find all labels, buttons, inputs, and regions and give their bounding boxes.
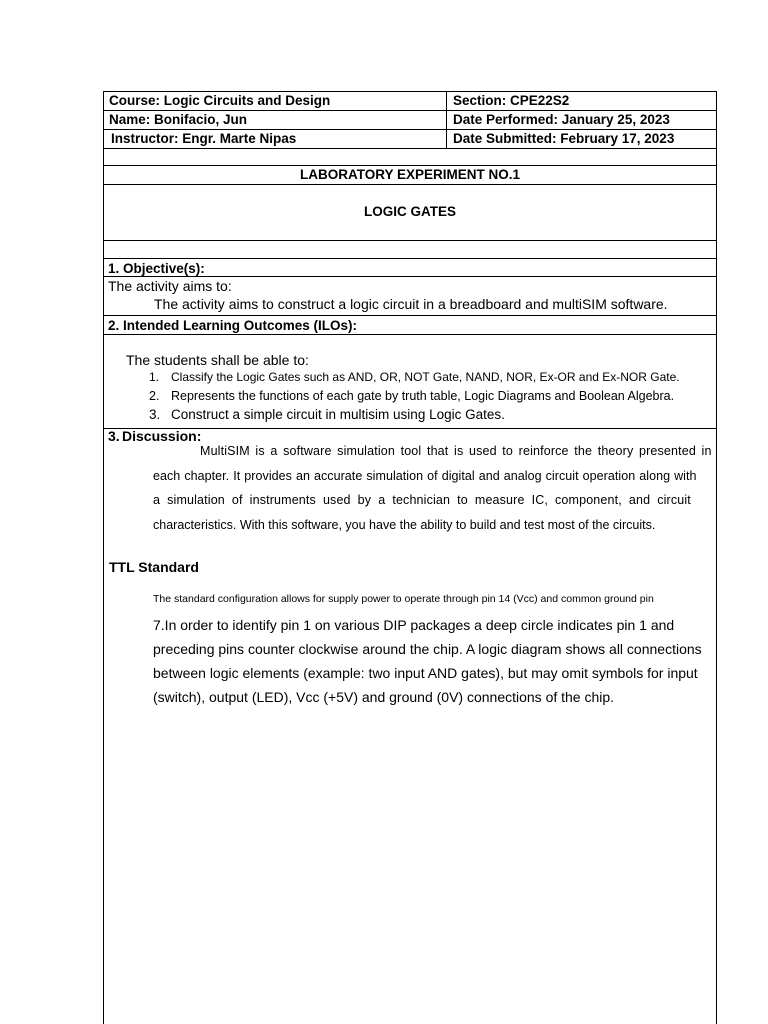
table-rule: [104, 129, 716, 130]
table-divider: [446, 91, 447, 148]
course-cell: Course: Logic Circuits and Design: [109, 93, 331, 108]
objective-heading: 1. Objective(s):: [108, 261, 205, 276]
table-rule: [104, 315, 716, 316]
ilo-item-text: Represents the functions of each gate by truth table, Logic Diagrams and Boolean Algebra.: [171, 389, 675, 403]
objective-text: The activity aims to construct a logic circuit in a breadboard and multiSIM software.: [154, 296, 668, 312]
table-rule: [104, 91, 716, 92]
ttl-line: (switch), output (LED), Vcc (+5V) and ground (0V) connections of the chip.: [153, 689, 615, 705]
table-rule: [104, 276, 716, 277]
ilo-intro: The students shall be able to:: [126, 352, 309, 368]
ttl-heading: TTL Standard: [109, 559, 199, 575]
discussion-line: MultiSIM is a software simulation tool that is used to reinforce the theory presented in: [200, 444, 712, 458]
experiment-number: LABORATORY EXPERIMENT NO.1: [299, 167, 521, 182]
ilo-heading: 2. Intended Learning Outcomes (ILOs):: [108, 318, 358, 333]
name-cell: Name: Bonifacio, Jun: [109, 112, 248, 127]
ttl-line: between logic elements (example: two input AND gates), but may omit symbols for input: [153, 665, 698, 681]
document-frame: [103, 91, 717, 1024]
experiment-title: LOGIC GATES: [363, 204, 456, 219]
discussion-heading-number: 3.: [108, 428, 120, 444]
ttl-line: preceding pins counter clockwise around the chip. A logic diagram shows all connections: [153, 641, 702, 657]
discussion-line: characteristics. With this software, you have the ability to build and test most of the circuits.: [153, 518, 656, 532]
date-performed-cell: Date Performed: January 25, 2023: [453, 112, 670, 127]
ilo-item-number: 3.: [149, 407, 161, 422]
table-rule: [104, 240, 716, 241]
ilo-item-number: 1.: [149, 370, 160, 384]
ilo-item-text: Classify the Logic Gates such as AND, OR, NOT Gate, NAND, NOR, Ex-OR and Ex-NOR Gate.: [171, 370, 680, 384]
discussion-line: each chapter. It provides an accurate simulation of digital and analog circuit operation along with: [153, 469, 697, 483]
table-rule: [104, 334, 716, 335]
instructor-cell: Instructor: Engr. Marte Nipas: [111, 131, 297, 146]
ttl-note: The standard configuration allows for supply power to operate through pin 14 (Vcc) and common ground pin: [153, 593, 654, 605]
discussion-line: a simulation of instruments used by a technician to measure IC, component, and circuit: [153, 493, 691, 507]
table-rule: [104, 110, 716, 111]
discussion-heading: Discussion:: [122, 428, 202, 444]
ilo-item-number: 2.: [149, 389, 160, 403]
date-submitted-cell: Date Submitted: February 17, 2023: [453, 131, 675, 146]
objective-intro: The activity aims to:: [108, 278, 232, 294]
table-rule: [104, 184, 716, 185]
table-rule: [104, 148, 716, 149]
ilo-item-text: Construct a simple circuit in multisim using Logic Gates.: [171, 407, 505, 422]
section-cell: Section: CPE22S2: [453, 93, 570, 108]
table-rule: [104, 258, 716, 259]
table-rule: [104, 165, 716, 166]
ttl-line: 7.In order to identify pin 1 on various DIP packages a deep circle indicates pin 1 and: [153, 617, 675, 633]
